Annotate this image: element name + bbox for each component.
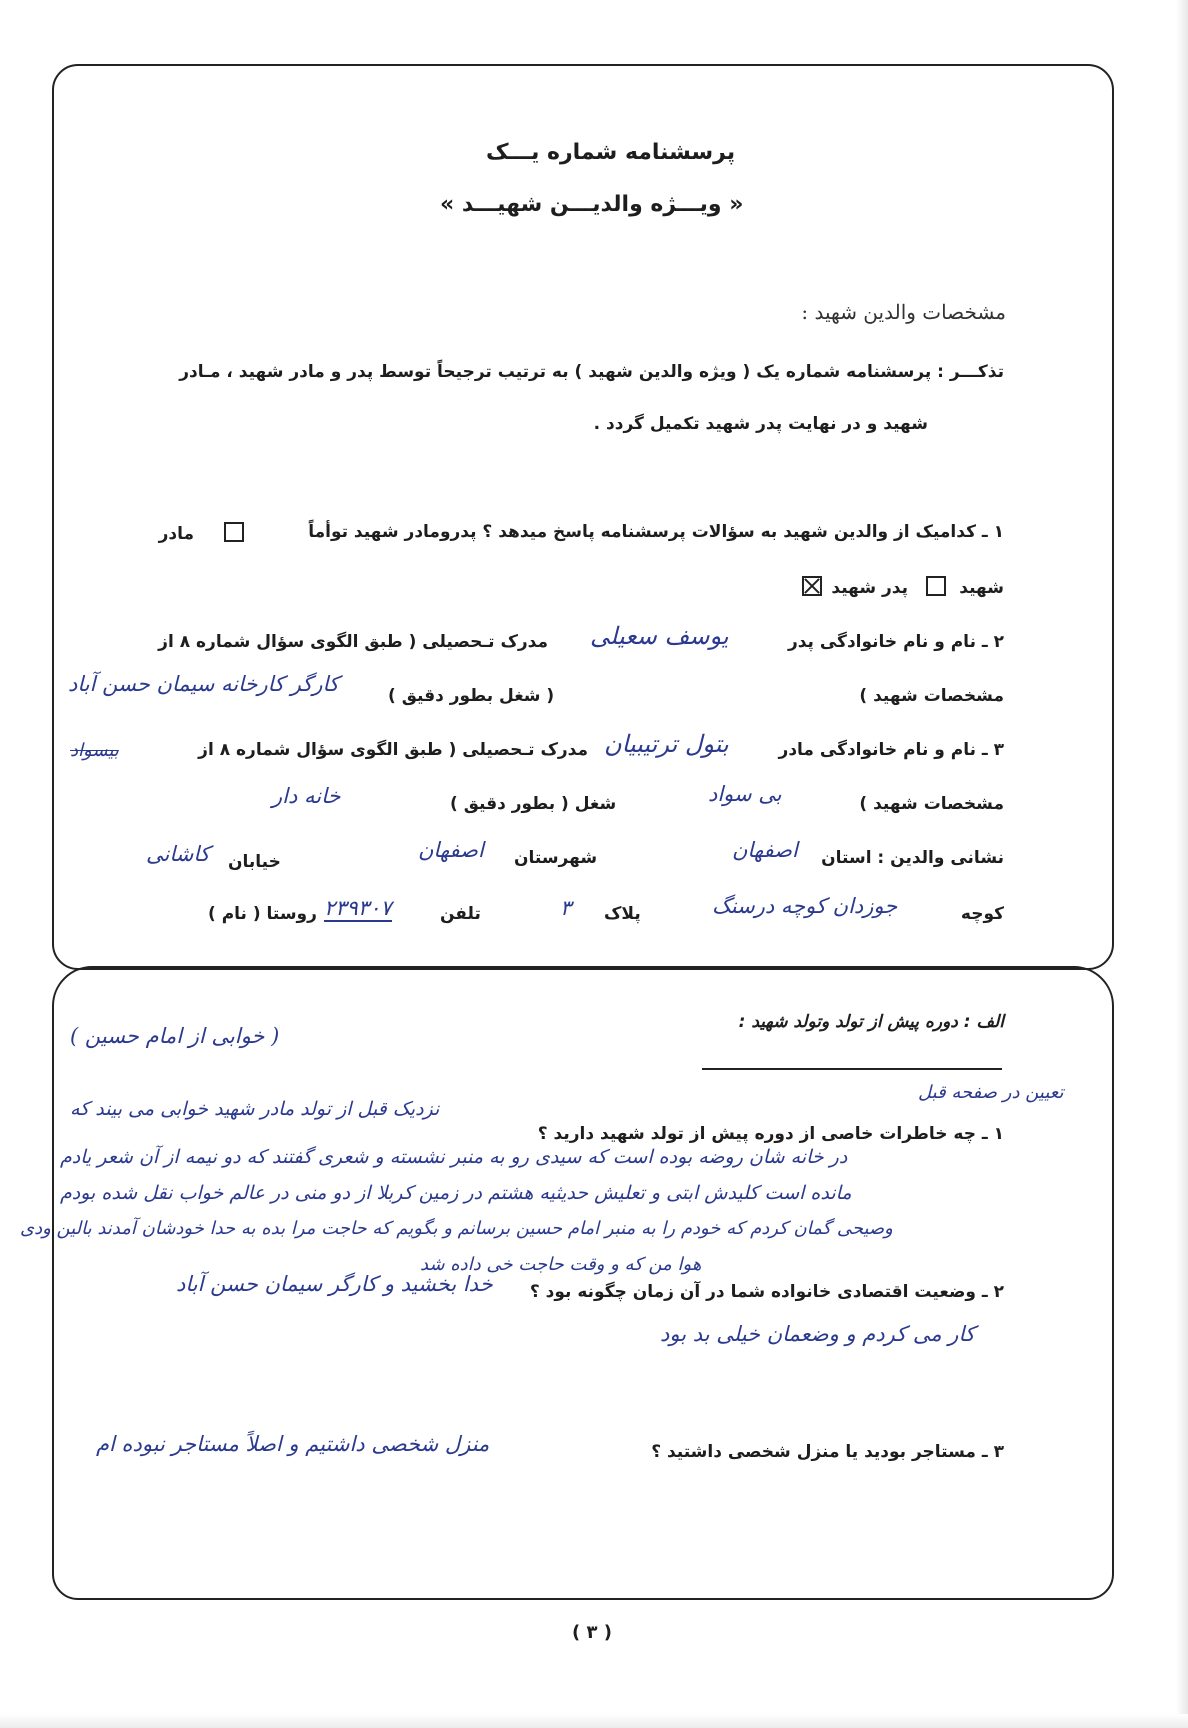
- parents-section-heading: مشخصات والدین شهید :: [801, 300, 1006, 324]
- section-a-top-note: تعیین در صفحه قبل: [918, 1082, 1064, 1103]
- father-checkbox[interactable]: [802, 576, 822, 596]
- q3-education-label: مدرک تـحصیلی ( طبق الگوی سؤال شماره ۸ از: [198, 740, 588, 760]
- form-subtitle: « ویـــژه والدیـــن شهیـــد »: [440, 192, 744, 217]
- q3-mother-education: بی سواد: [708, 782, 782, 806]
- address-village-label: روستا ( نام ): [208, 904, 317, 924]
- address-label: نشانی والدین : استان: [821, 848, 1004, 868]
- address-phone-label: تلفن: [440, 904, 481, 924]
- address-plaque-label: پلاک: [604, 904, 641, 924]
- qa3-answer: منزل شخصی داشتیم و اصلاً مستاجر نبوده ام: [96, 1432, 490, 1456]
- address-phone: ۲۳۹۳۰۷: [324, 896, 392, 920]
- form-title: پرسشنامه شماره یـــک: [486, 140, 736, 165]
- q1-text: ۱ ـ کدامیک از والدین شهید به سؤالات پرسشنامه پاسخ میدهد ؟ پدرومادر شهید توأماً: [308, 522, 1004, 542]
- q3-label: ۳ ـ نام و نام خانوادگی مادر: [778, 740, 1004, 760]
- section-a-side-note: ( خوابی از امام حسین ): [70, 1024, 280, 1048]
- q2-education-label: مدرک تـحصیلی ( طبق الگوی سؤال شماره ۸ از: [158, 632, 548, 652]
- qa1-answer-line-5: هوا من که و وقت حاجت خی داده شد: [420, 1254, 702, 1275]
- note-line-1: تذکـــر : پرسشنامه شماره یک ( ویژه والدین شهید ) به ترتیب ترجیحاً توسط پدر و مادر شهید ، مـادر: [179, 362, 1004, 382]
- q1-mother-head: شهید: [959, 578, 1004, 598]
- qa2-answer-line-2: کار می کردم و وضعمان خیلی بد بود: [660, 1322, 975, 1346]
- page-edge-shadow: [1176, 0, 1188, 1728]
- q1-mother-tail: مادر: [158, 524, 194, 544]
- qa3-label: ۳ ـ مستاجر بودید یا منزل شخصی داشتید ؟: [651, 1442, 1004, 1462]
- q3-mother-job: خانه دار: [272, 784, 341, 808]
- mother-checkbox[interactable]: [926, 576, 946, 596]
- qa1-answer-line-1: نزدیک قبل از تولد مادر شهید خوابی می بیند که: [70, 1098, 440, 1120]
- page-bottom-shadow: [0, 1714, 1188, 1728]
- address-province: اصفهان: [732, 838, 798, 862]
- q3-education-tail: مشخصات شهید ): [859, 794, 1004, 814]
- q3-scribble: بیسواد: [70, 740, 119, 761]
- note-line-2: شهید و در نهایت پدر شهید تکمیل گردد .: [593, 414, 928, 434]
- qa2-answer-line-1: خدا بخشید و کارگر سیمان حسن آباد: [176, 1272, 493, 1296]
- q3-mother-name: بتول ترتیبیان: [604, 730, 729, 758]
- q1-father-label: پدر شهید: [831, 578, 908, 598]
- q2-label: ۲ ـ نام و نام خانوادگی پدر: [787, 632, 1004, 652]
- address-alley-label: کوچه: [960, 904, 1004, 924]
- address-plaque: ۳: [560, 896, 572, 920]
- q2-father-name: یوسف سعیلی: [590, 622, 729, 650]
- both-parents-checkbox[interactable]: [224, 522, 244, 542]
- section-a-rule: [702, 1068, 1002, 1070]
- qa1-answer-line-3: مانده است کلیدش ابتی و تعلیش حدیثیه هشتم در زمین کربلا از دو منی در عالم خواب نقل شده بودم: [60, 1182, 852, 1204]
- qa1-label: ۱ ـ چه خاطرات خاصی از دوره پیش از تولد شهید دارید ؟: [537, 1124, 1004, 1144]
- address-street-label: خیابان: [228, 852, 281, 872]
- address-alley: جوزدان کوچه درسنگ: [712, 894, 898, 918]
- q2-education-tail: مشخصات شهید ): [859, 686, 1004, 706]
- q2-father-job: کارگر کارخانه سیمان حسن آباد: [68, 672, 339, 696]
- qa2-label: ۲ ـ وضعیت اقتصادی خانواده شما در آن زمان چگونه بود ؟: [529, 1282, 1004, 1302]
- address-city-label: شهرستان: [514, 848, 598, 868]
- address-city: اصفهان: [418, 838, 484, 862]
- q2-job-label: ( شغل بطور دقیق ): [388, 686, 555, 706]
- page-number: ( ۳ ): [572, 1622, 612, 1643]
- qa1-answer-line-4: وصیحی گمان کردم که خودم را به منبر امام حسین برسانم و بگویم که حاجت مرا بده به حدا خودشان آمدند بالین ودی: [20, 1218, 893, 1239]
- q3-job-label: شغل ( بطور دقیق ): [450, 794, 617, 814]
- section-a-heading: الف : دوره پیش از تولد وتولد شهید :: [738, 1012, 1004, 1032]
- address-street: کاشانی: [146, 842, 210, 866]
- qa1-answer-line-2: در خانه شان روضه بوده است که سیدی رو به منبر نشسته و شعری گفتند که دو نیمه از آن شعر یادم: [60, 1146, 848, 1168]
